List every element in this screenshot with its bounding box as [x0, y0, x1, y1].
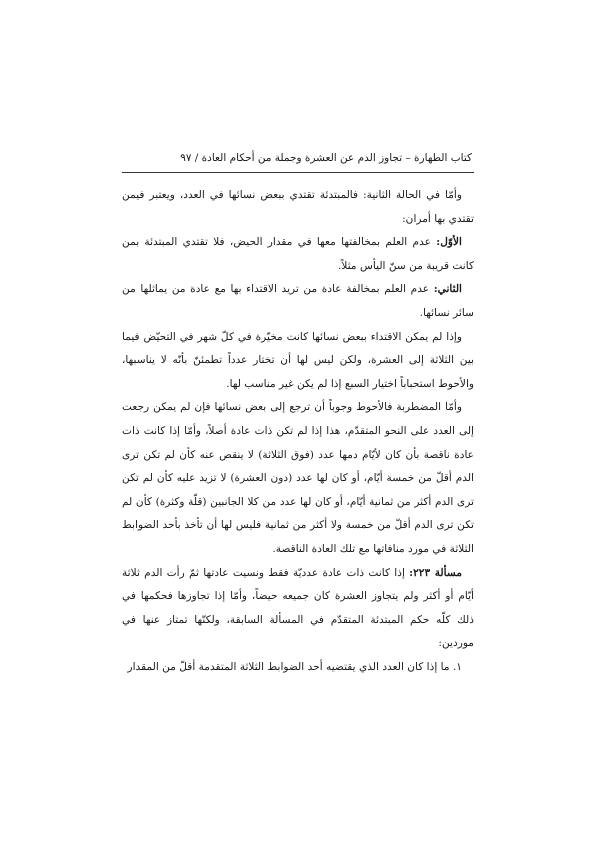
paragraph: [122, 396, 474, 561]
paragraph-text: ١. ما إذا كان العدد الذي يقتضيه أحد الضوابط الثلاثة المتقدمة أقلّ من المقدار: [127, 660, 462, 673]
paragraph-text: وأمّا في الحالة الثانية: فالمبتدئة تقتدي ببعض نسائها في العدد، ويعتبر فيمن تقتدي بها أمران:: [122, 189, 474, 225]
paragraph: [122, 278, 474, 325]
paragraph: [122, 656, 474, 680]
paragraph-text: عدم العلم بمخالفة عادة من تريد الاقتداء بها مع عادة من يماثلها من سائر نسائها.: [122, 283, 474, 319]
paragraph-lead: الأوّل:: [436, 236, 462, 249]
paragraph: [122, 184, 474, 231]
paragraph-text: وأمّا المضطربة فالأحوط وجوباً أن ترجع إلى بعض نسائها فإن لم يمكن رجعت إلى العدد على النحو المتقدّم، هذا إذا لم تكن ذات عادة أصلاً، وأمّا إذا كانت ذات عادة ناقصة بأن كان لأيّام دمها عدد (فوق الثلاثة) لا ينقص عنه كأن لم تكن ترى الدم أقلّ من خمسة أيّام، أو كان لها عدد (دون العشرة) لا تزيد عليه كأن لم تكن ترى الدم أكثر من ثمانية أيّام، أو كان لها عدد من كلا الجانبين (قلّة وكثرة) كأن لم تكن ترى الدم أقلّ من خمسة ولا أكثر من ثمانية فليس لها أن تأخذ بأحد الضوابط الثلاثة في مورد منافاتها مع تلك العادة الناقصة.: [122, 401, 474, 555]
header-rule: [122, 172, 474, 173]
running-header: كتاب الطهارة – تجاوز الدم عن العشرة وجملة من أحكام العادة / ٩٧: [180, 152, 472, 164]
paragraph: [122, 231, 474, 278]
main-text: [122, 184, 474, 679]
paragraph: [122, 326, 474, 397]
paragraph-text: وإذا لم يمكن الاقتداء ببعض نسائها كانت مخيّرة في كلّ شهر في التحيّض فيما بين الثلاثة إلى العشرة، ولكن ليس لها أن تختار عدداً تطمئنّ بأنّه لا يناسبها، والأحوط استحباباً اختيار السبع إذا لم يكن غير مناسب لها.: [122, 330, 474, 390]
paragraph-lead: الثاني:: [433, 283, 462, 296]
paragraph-text: إذا كانت ذات عادة عدديّة فقط ونسيت عادتها ثمّ رأت الدم ثلاثة أيّام أو أكثر ولم يتجاوز العشرة كان جميعه حيضاً، وأمّا إذا تجاوزها فحكمها في ذلك كلّه حكم المبتدئة المتقدّم في المسألة السابقة، ولكنّها تمتاز عنها في موردين:: [122, 566, 474, 650]
paragraph: [122, 562, 474, 656]
issue-number: مسألة ٢٢٣:: [409, 566, 462, 579]
paragraph-text: عدم العلم بمخالفتها معها في مقدار الحيض، فلا تقتدي المبتدئة بمن كانت قريبة من سنّ اليأس مثلاً.: [122, 236, 474, 272]
